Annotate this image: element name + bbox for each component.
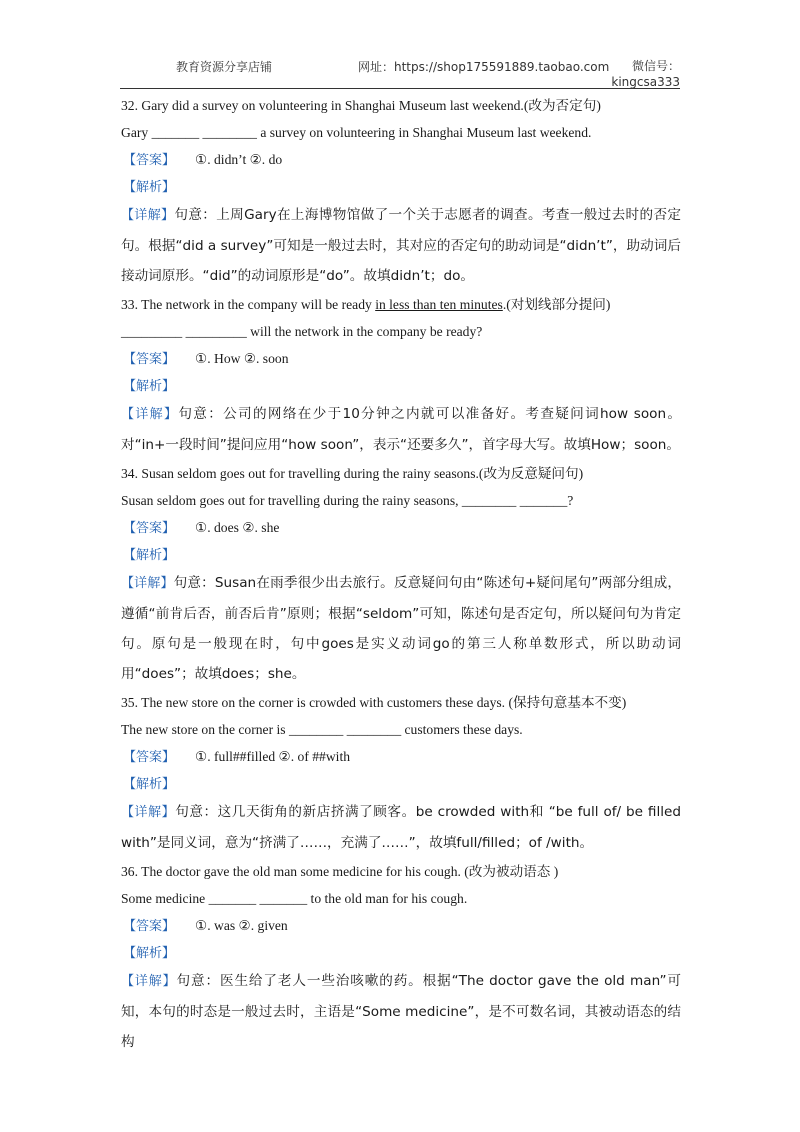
q35-blank-sentence: The new store on the corner is ________ ________ customers these days. [121, 722, 523, 737]
q34-answer: ①. does ②. she [195, 520, 280, 535]
answer-label: 【答案】 [123, 750, 176, 765]
header-wechat-label: 微信号： [631, 59, 680, 73]
q33-question-pre: 33. The network in the company will be ready [121, 297, 376, 312]
q35-answer: ①. full##filled ②. of ##with [195, 749, 351, 764]
q33-detail-text: 句意：公司的网络在少于10分钟之内就可以准备好。考查疑问词how soon。对“in+一段时间”提问应用“how soon”，表示“还要多久”，首字母大写。故填How；soon。 [121, 406, 681, 453]
analysis-label: 【解析】 [123, 777, 176, 792]
analysis-label: 【解析】 [123, 379, 176, 394]
q33-answer-row [121, 345, 681, 372]
q32-detail-text: 句意：上周Gary在上海博物馆做了一个关于志愿者的调查。考查一般过去时的否定句。根据“did a survey”可知是一般过去时，其对应的否定句的助动词是“didn’t”，助动词后接动词原形。“did”的动词原形是“do”。故填didn’t；do。 [121, 207, 681, 284]
q33-question-post: .(对划线部分提问) [502, 297, 611, 312]
q33-blank-sentence: _________ _________ will the network in the company be ready? [121, 324, 483, 339]
q35-detail [121, 797, 681, 858]
q33-detail [121, 399, 681, 460]
q35-detail-text: 句意：这几天街角的新店挤满了顾客。be crowded with和 “be full of/ be filled with”是同义词，意为“挤满了……，充满了……”，故填full/filled；of /with。 [121, 804, 681, 851]
analysis-label: 【解析】 [123, 548, 176, 563]
q36-detail [121, 966, 681, 1057]
answer-label: 【答案】 [123, 919, 176, 934]
q36-analysis-row [121, 939, 681, 966]
answer-label: 【答案】 [123, 153, 176, 168]
q36-detail-text: 句意：医生给了老人一些治咳嗽的药。根据“The doctor gave the old man”可知，本句的时态是一般过去时，主语是“Some medicine”，是不可数名词，其被动语态的结构 [121, 973, 681, 1050]
q36-blank-sentence: Some medicine _______ _______ to the old man for his cough. [121, 891, 468, 906]
q35-analysis-row [121, 770, 681, 797]
q32-question: 32. Gary did a survey on volunteering in Shanghai Museum last weekend.(改为否定句) [121, 98, 601, 113]
header-wechat-id: kingcsa333 [611, 75, 680, 89]
q36-question: 36. The doctor gave the old man some medicine for his cough. (改为被动语态 ) [121, 864, 559, 879]
q34-detail-text: 句意：Susan在雨季很少出去旅行。反意疑问句由“陈述句+疑问尾句”两部分组成，遵循“前肯后否，前否后肯”原则；根据“seldom”可知，陈述句是否定句，所以疑问句为肯定句。原句是一般现在时，句中goes是实义动词go的第三人称单数形式，所以助动词用“does”；故填does；she。 [121, 575, 681, 682]
header-url: 网址：https://shop175591889.taobao.com [358, 60, 610, 74]
detail-label: 【详解】 [121, 407, 179, 422]
q34-analysis-row [121, 541, 681, 568]
analysis-label: 【解析】 [123, 180, 176, 195]
detail-label: 【详解】 [121, 805, 176, 820]
q35-question: 35. The new store on the corner is crowded with customers these days. (保持句意基本不变) [121, 695, 627, 710]
q33-question-underlined: in less than ten minutes [375, 297, 503, 312]
q36-answer: ①. was ②. given [195, 918, 288, 933]
q32-detail [121, 200, 681, 291]
header-shop-name: 教育资源分享店铺 [176, 60, 273, 74]
q32-answer-row [121, 146, 681, 173]
q36-answer-row [121, 912, 681, 939]
answer-label: 【答案】 [123, 352, 176, 367]
q34-detail [121, 568, 681, 689]
detail-label: 【详解】 [121, 576, 174, 591]
q34-question: 34. Susan seldom goes out for travelling during the rainy seasons.(改为反意疑问句) [121, 466, 584, 481]
q34-blank-sentence: Susan seldom goes out for travelling during the rainy seasons, ________ _______? [121, 493, 574, 508]
header-wechat [611, 58, 680, 90]
detail-label: 【详解】 [121, 208, 175, 223]
q33-analysis-row [121, 372, 681, 399]
q32-answer: ①. didn’t ②. do [195, 152, 283, 167]
analysis-label: 【解析】 [123, 946, 176, 961]
document-body [121, 92, 681, 1057]
q35-answer-row [121, 743, 681, 770]
q32-blank-sentence: Gary _______ ________ a survey on volunteering in Shanghai Museum last weekend. [121, 125, 592, 140]
q34-answer-row [121, 514, 681, 541]
page-header [120, 52, 680, 89]
q33-question [121, 291, 681, 318]
q32-analysis-row [121, 173, 681, 200]
detail-label: 【详解】 [121, 974, 177, 989]
answer-label: 【答案】 [123, 521, 176, 536]
q33-answer: ①. How ②. soon [195, 351, 289, 366]
